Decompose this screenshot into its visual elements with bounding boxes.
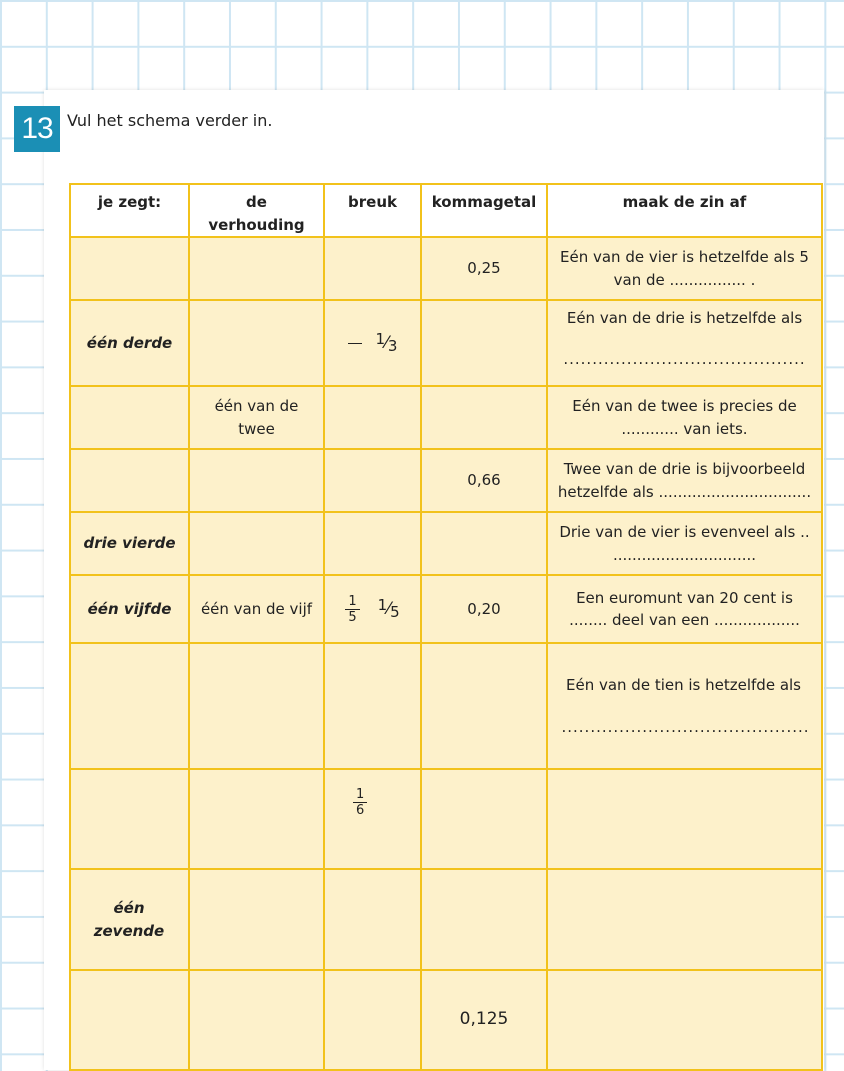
- ratio-cell[interactable]: [189, 970, 324, 1070]
- fraction-cell[interactable]: [324, 643, 421, 769]
- sentence-cell[interactable]: Twee van de drie is bijvoorbeeld hetzelfde als ................................: [547, 449, 822, 512]
- decimal-cell[interactable]: [421, 300, 547, 386]
- decimal-cell[interactable]: [421, 386, 547, 449]
- table-row: [70, 300, 822, 386]
- say-cell[interactable]: [70, 769, 189, 869]
- answer-dots: ...........................................: [561, 718, 810, 736]
- table-row: [70, 237, 822, 300]
- sentence-text: Eén van de drie is hetzelfde als: [566, 309, 803, 327]
- decimal-cell[interactable]: 0,66: [421, 449, 547, 512]
- ratio-cell[interactable]: [189, 769, 324, 869]
- say-cell[interactable]: [70, 237, 189, 300]
- say-cell[interactable]: één vijfde: [70, 575, 189, 643]
- ratio-cell[interactable]: [189, 237, 324, 300]
- decimal-cell[interactable]: [421, 643, 547, 769]
- sentence-text: Eén van de tien is hetzelfde als: [565, 675, 801, 694]
- sentence-cell[interactable]: Drie van de vier is evenveel als .. ..............................: [547, 512, 822, 575]
- stacked-fraction: $\frac{1}{5}$: [345, 595, 359, 624]
- fraction-cell[interactable]: [324, 869, 421, 970]
- header-kommagetal: kommagetal: [421, 184, 547, 237]
- slash-fraction: $^1⁄_3$: [375, 330, 398, 356]
- fraction-cell[interactable]: [324, 769, 421, 869]
- say-cell[interactable]: één zevende: [70, 869, 189, 970]
- decimal-cell[interactable]: [421, 512, 547, 575]
- table-row: [70, 386, 822, 449]
- table-row: [70, 769, 822, 869]
- fraction-cell[interactable]: [324, 386, 421, 449]
- table-header-row: [70, 184, 822, 237]
- say-cell[interactable]: [70, 386, 189, 449]
- ratio-cell[interactable]: [189, 512, 324, 575]
- fraction-cell[interactable]: [324, 512, 421, 575]
- header-breuk: breuk: [324, 184, 421, 237]
- sentence-cell[interactable]: Eén van de twee is precies de ............ van iets.: [547, 386, 822, 449]
- exercise-instruction: Vul het schema verder in.: [67, 111, 273, 130]
- ratio-cell[interactable]: [189, 300, 324, 386]
- exercise-number-badge: 13: [14, 106, 60, 152]
- table-row: [70, 869, 822, 970]
- sentence-cell[interactable]: [547, 970, 822, 1070]
- header-je-zegt: je zegt:: [70, 184, 189, 237]
- fraction-cell[interactable]: [324, 300, 421, 386]
- table-row: [70, 643, 822, 769]
- table-row: [70, 970, 822, 1070]
- say-cell[interactable]: [70, 449, 189, 512]
- sentence-cell[interactable]: [547, 769, 822, 869]
- decimal-cell[interactable]: 0,20: [421, 575, 547, 643]
- ratio-cell[interactable]: één van de vijf: [189, 575, 324, 643]
- ratio-cell[interactable]: [189, 869, 324, 970]
- say-cell[interactable]: één derde: [70, 300, 189, 386]
- ratio-cell[interactable]: [189, 449, 324, 512]
- table-row: [70, 575, 822, 643]
- sentence-cell[interactable]: Een euromunt van 20 cent is ........ deel van een ..................: [547, 575, 822, 643]
- ratio-cell[interactable]: [189, 643, 324, 769]
- say-cell[interactable]: [70, 970, 189, 1070]
- table-row: [70, 512, 822, 575]
- fraction-schema-table: [69, 183, 823, 1071]
- say-cell[interactable]: [70, 643, 189, 769]
- decimal-cell[interactable]: [421, 869, 547, 970]
- header-verhouding: de verhouding: [189, 184, 324, 237]
- fraction-cell[interactable]: [324, 237, 421, 300]
- ratio-cell[interactable]: één van de twee: [189, 386, 324, 449]
- stacked-fraction: $\frac{1}{6}$: [353, 788, 367, 817]
- fraction-cell[interactable]: [324, 575, 421, 643]
- answer-dots: ..........................................: [563, 349, 806, 368]
- sentence-cell[interactable]: [547, 869, 822, 970]
- table-row: [70, 449, 822, 512]
- slash-fraction: $^1⁄_5$: [377, 596, 400, 621]
- decimal-cell[interactable]: 0,125: [421, 970, 547, 1070]
- fraction-cell[interactable]: [324, 449, 421, 512]
- header-maak-de-zin-af: maak de zin af: [547, 184, 822, 237]
- sentence-cell[interactable]: [547, 643, 822, 769]
- decimal-cell[interactable]: 0,25: [421, 237, 547, 300]
- say-cell[interactable]: drie vierde: [70, 512, 189, 575]
- fraction-dash: [348, 343, 362, 344]
- sentence-cell[interactable]: Eén van de vier is hetzelfde als 5 van de ................ .: [547, 237, 822, 300]
- decimal-cell[interactable]: [421, 769, 547, 869]
- fraction-cell[interactable]: [324, 970, 421, 1070]
- sentence-cell[interactable]: [547, 300, 822, 386]
